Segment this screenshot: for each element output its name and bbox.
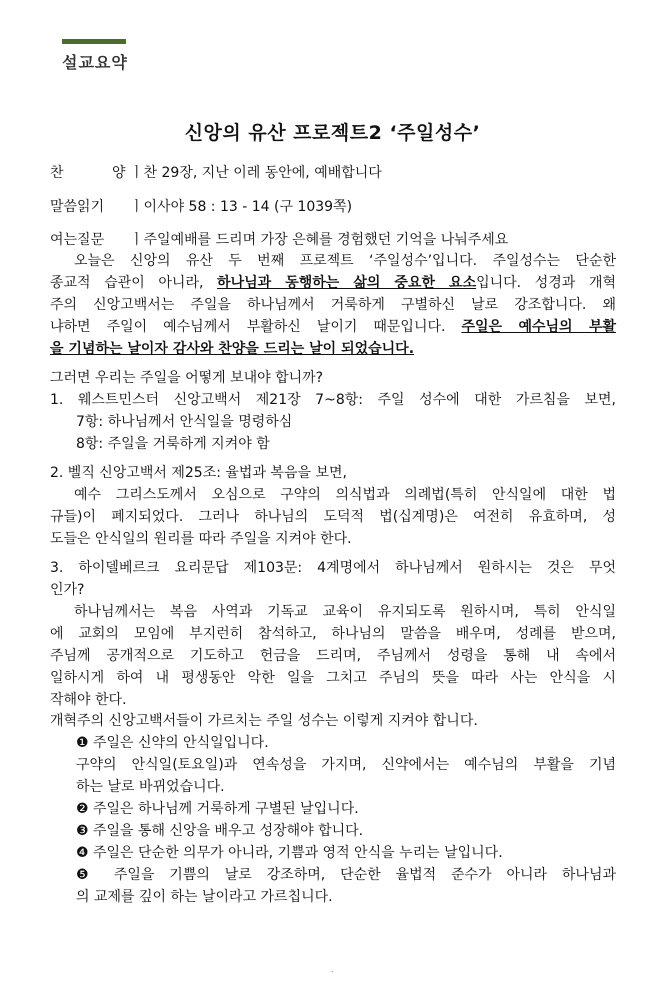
summary-point-1-detail: 구약의 안식일(토요일)과 연속성을 가지며, 신약에서는 예수님의 부활을 기념 — [76, 757, 616, 773]
summary-head: 개혁주의 신앙고백서들이 가르치는 주일 성수는 이렇게 지켜야 합니다. — [50, 713, 478, 729]
logo-text: 설교요약 — [62, 53, 128, 72]
summary-point-1: ❶ 주일은 신약의 안식일입니다. — [76, 735, 269, 751]
summary-point-5: 의 교제를 깊이 하는 날이라고 가르칩니다. — [76, 889, 333, 905]
intro-line: 냐하면 주일이 예수님께서 부활하신 날이기 때문입니다. 주일은 예수님의 부활 — [50, 319, 616, 335]
question-heading: 그러면 우리는 주일을 어떻게 보내야 합니까? — [50, 370, 324, 386]
heidelberg-line: 주님께 공개적으로 기도하고 헌금을 드리며, 주님께서 성령을 통해 내 속에서 — [50, 648, 616, 664]
belgic-head: 2. 벨직 신앙고백서 제25조: 율법과 복음을 보면, — [50, 465, 347, 481]
belgic-line: 도들은 안식일의 원리를 따라 주일을 지켜야 한다. — [50, 531, 352, 547]
footer-mark: . — [331, 965, 334, 974]
info-key-hymn: 찬 양 — [50, 165, 148, 181]
heidelberg-head: 3. 하이델베르크 요리문답 제103문: 4계명에서 하나님께서 원하시는 것은 무엇 — [50, 560, 616, 576]
page-title: 신앙의 유산 프로젝트2 ‘주일성수’ — [184, 122, 481, 144]
intro-emphasis-line: 을 기념하는 날이자 감사와 찬양을 드리는 날이 되었습니다. — [50, 341, 415, 357]
info-value-question: ㅣ주일예배를 드리며 가장 은혜를 경험했던 기억을 나눠주세요 — [130, 232, 509, 248]
intro-line: 오늘은 신앙의 유산 두 번째 프로젝트 ‘주일성수’입니다. 주일성수는 단순한 — [74, 253, 616, 269]
summary-point-2: ❷ 주일은 하나님께 거룩하게 구별된 날입니다. — [76, 801, 359, 817]
intro-paragraph — [50, 250, 616, 360]
westminster-item-7: 7항: 하나님께서 안식일을 명령하심 — [76, 414, 293, 430]
summary-point-5: ❺ 주일을 기쁨의 날로 강조하며, 단순한 율법적 준수가 아니라 하나님과 — [76, 867, 616, 883]
logo-bar — [62, 39, 126, 44]
info-value-reading: ㅣ이사야 58 : 13 - 14 (구 1039쪽) — [130, 199, 353, 215]
info-reading — [50, 196, 630, 216]
heidelberg-line: 에 교회의 모임에 부지런히 참석하고, 하나님의 말씀을 배우며, 성례를 받으며, — [50, 626, 616, 642]
belgic-line: 규들)이 폐지되었다. 그러나 하나님의 도덕적 법(십계명)은 여전히 유효하며, 성 — [50, 509, 616, 525]
intro-line: 주의 신앙고백서는 주일을 하나님께서 거룩하게 구별하신 날로 강조합니다. 왜 — [50, 297, 616, 313]
info-key-question: 여는질문 — [50, 232, 105, 248]
heidelberg-line: 일하시게 하여 내 평생동안 악한 일을 그치고 주님의 뜻을 따라 사는 안식을 시 — [50, 670, 616, 686]
summary-point-4: ❹ 주일은 단순한 의무가 아니라, 기쁨과 영적 안식을 누리는 날입니다. — [76, 845, 503, 861]
info-value-hymn: ㅣ찬 29장, 지난 이레 동안에, 예배합니다 — [130, 165, 382, 181]
summary-section — [50, 710, 616, 908]
heidelberg-line: 하나님께서는 복음 사역과 기독교 교육이 유지되도록 원하시며, 특히 안식일 — [74, 604, 616, 620]
intro-emphasis: 하나님과 동행하는 삶의 중요한 요소 — [217, 275, 477, 291]
info-hymn — [50, 162, 630, 182]
info-key-reading: 말씀읽기 — [50, 199, 105, 215]
heidelberg-head: 인가? — [50, 582, 85, 598]
heidelberg-section — [50, 557, 616, 711]
belgic-section — [50, 462, 616, 550]
summary-point-3: ❸ 주일을 통해 신앙을 배우고 성장해야 합니다. — [76, 823, 364, 839]
intro-line: 종교적 습관이 아니라, 하나님과 동행하는 삶의 중요한 요소입니다. 성경과 개혁 — [50, 275, 616, 291]
westminster-item-8: 8항: 주일을 거룩하게 지켜야 함 — [76, 436, 270, 452]
belgic-line: 예수 그리스도께서 오심으로 구약의 의식법과 의례법(특히 안식일에 대한 법 — [74, 487, 616, 503]
intro-emphasis: 주일은 예수님의 부활 — [461, 319, 616, 335]
westminster-section — [50, 389, 616, 455]
westminster-head: 1. 웨스트민스터 신앙고백서 제21장 7~8항: 주일 성수에 대한 가르침을 보면, — [50, 392, 616, 408]
summary-point-1-detail: 하는 날로 바뀌었습니다. — [76, 779, 225, 795]
heidelberg-line: 작해야 한다. — [50, 692, 127, 708]
info-question — [50, 229, 630, 249]
